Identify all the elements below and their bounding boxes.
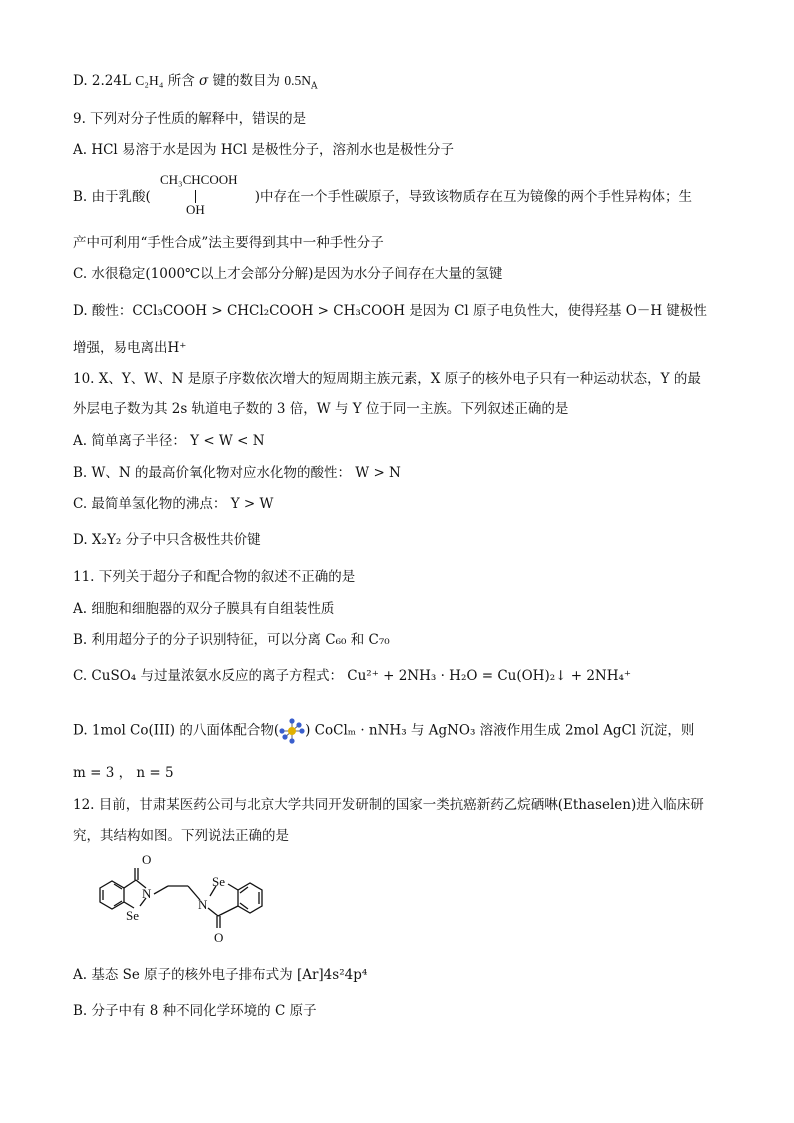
ethaselen-structure bbox=[92, 848, 292, 948]
q9-option-a: A. HCl 易溶于水是因为 HCl 是极性分子，溶剂水也是极性分子 bbox=[73, 142, 455, 158]
lactic-acid-structure: CH₃CHCOOH OH bbox=[160, 172, 238, 217]
selenium-label-right: Se bbox=[212, 874, 225, 889]
q11-option-b: B. 利用超分子的分子识别特征，可以分离 C₆₀ 和 C₇₀ bbox=[73, 632, 390, 648]
q9-option-b-cont: 产中可利用“手性合成”法主要得到其中一种手性分子 bbox=[73, 235, 384, 251]
q11-option-c: C. CuSO₄ 与过量浓氨水反应的离子方程式： Cu²⁺ + 2NH₃ · H₂O = Cu(OH)₂↓ + 2NH₄⁺ bbox=[73, 668, 632, 684]
q11-stem: 11. 下列关于超分子和配合物的叙述不正确的是 bbox=[73, 569, 356, 585]
q10-option-d: D. X₂Y₂ 分子中只含极性共价键 bbox=[73, 532, 261, 548]
selenium-label-left: Se bbox=[126, 908, 139, 923]
q8-option-d: D. 2.24L C₂H₄ 所含 σ 键的数目为 $0.5N_A$ bbox=[73, 73, 318, 92]
oxygen-label-top: O bbox=[142, 852, 152, 867]
ethylene-formula: C₂H₄ bbox=[135, 73, 164, 88]
q12-stem-1: 12. 目前，甘肃某医药公司与北京大学共同开发研制的国家一类抗癌新药乙烷硒啉(Ethaselen)进入临床研 bbox=[73, 797, 704, 813]
sigma-symbol: σ bbox=[199, 73, 209, 89]
q11-option-d: D. 1mol Co(III) 的八面体配合物( ) CoClₘ · nNH₃ 与 AgNO₃ 溶液作用生成 2mol AgCl 沉淀，则 bbox=[73, 718, 724, 744]
q12-stem-2: 究，其结构如图。下列说法正确的是 bbox=[73, 828, 289, 844]
q9-option-d: D. 酸性：CCl₃COOH > CHCl₂COOH > CH₃COOH 是因为 Cl 原子电负性大，使得羟基 O－H 键极性 bbox=[73, 303, 707, 319]
q12-option-a: A. 基态 Se 原子的核外电子排布式为 [Ar]4s²4p⁴ bbox=[73, 967, 368, 983]
q12-option-b: B. 分子中有 8 种不同化学环境的 C 原子 bbox=[73, 1003, 317, 1019]
q9-option-d-cont: 增强，易电离出H⁺ bbox=[73, 340, 187, 356]
octahedral-complex-icon bbox=[279, 718, 305, 744]
q11-option-d-cont: m = 3 ， n = 5 bbox=[73, 765, 174, 781]
q10-stem-2: 外层电子数为其 2s 轨道电子数的 3 倍，W 与 Y 位于同一主族。下列叙述正确的是 bbox=[73, 401, 569, 417]
q9-option-c: C. 水很稳定(1000℃以上才会部分分解)是因为水分子间存在大量的氢键 bbox=[73, 266, 503, 282]
q10-option-c: C. 最简单氢化物的沸点： Y > W bbox=[73, 496, 274, 512]
oxygen-label-bottom: O bbox=[214, 930, 224, 945]
q9-option-b: B. 由于乳酸( )中存在一个手性碳原子，导致该物质存在互为镜像的两个手性异构体；生 bbox=[73, 189, 693, 205]
q9-stem: 9. 下列对分子性质的解释中，错误的是 bbox=[73, 111, 307, 127]
q11-option-a: A. 细胞和细胞器的双分子膜具有自组装性质 bbox=[73, 601, 335, 617]
q10-option-a: A. 简单离子半径： Y < W < N bbox=[73, 433, 265, 449]
q10-stem-1: 10. X、Y、W、N 是原子序数依次增大的短周期主族元素，X 原子的核外电子只有一种运动状态，Y 的最 bbox=[73, 371, 701, 387]
nitrogen-label-right: N bbox=[198, 897, 208, 912]
q10-option-b: B. W、N 的最高价氧化物对应水化物的酸性： W > N bbox=[73, 465, 401, 481]
nitrogen-label-left: N bbox=[142, 886, 152, 901]
